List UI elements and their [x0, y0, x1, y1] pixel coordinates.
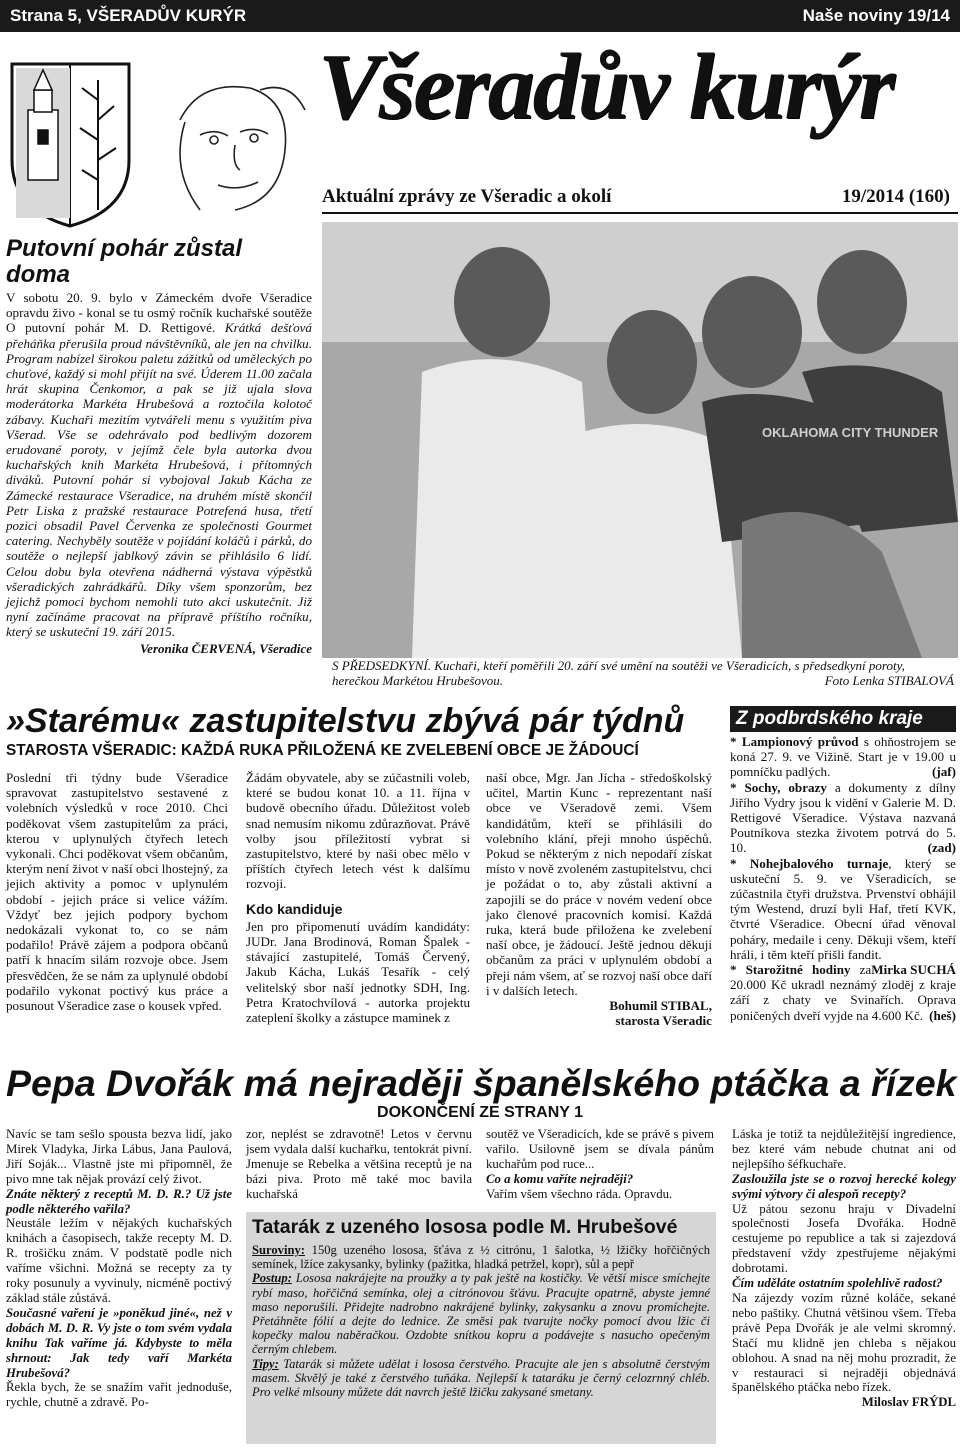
article-author: Veronika ČERVENÁ, Všeradice	[139, 640, 312, 656]
issue-number: 19/2014 (160)	[841, 186, 950, 207]
sidebar-item-lead: * Sochy, obrazy	[730, 779, 827, 795]
sidebar-item-lead: * Lampionový průvod	[730, 734, 859, 749]
recipe-tips	[252, 1357, 710, 1400]
sidebar-item-lead: * Nohejbalového turnaje	[730, 855, 889, 871]
article3-answer: Řekla bych, že se snažím vařit jednoduše, rychle, chutně a zdravě. Po-	[6, 1380, 232, 1410]
masthead-subtitle-row	[322, 186, 950, 208]
article-body: Krátká dešťová přeháňka přerušila proud návštěvníků, ale jen na chvilku. Program nabízel širokou paletu zážitků od uměleckých po chuťové, každý si mohl přijít na své. Úderem 11.00 začala hrát skupina Čenkomor, a pak se již ujala slova moderátorka Markéta Hrubešová a roztočila kolotoč zábavy. Kuchaři mezitím vytvářeli menu s využitím piva Všerad. Vše se odehrávalo pod bedlivým dozorem erudované poroty, v jejímž čele byla autorka dvou kuchařských knih Markéta Hrubešová, i přítomných diváků. Putovní pohár si vybojoval Jakub Kácha ze Zámecké restaurace Všeradice, na druhém místě skončil Petr Liska z pražské restaurace Potrefená husa, třetí pozici obsadil Pavel Červenka ze společnosti Gourmet catering. Nechyběly soutěže v pojídání koláčů i párků, do soutěže o nejlepší jablkový závin se přihlásilo 6 lidí. Celou dobu byla otevřena nádherná výstava výpěstků všeradických zahrádkářů. Díky všem sponzorům, bez jejichž pomoci bychom nemohli tuto akci uskutečnit. Již nyní začínáme pracovat na přípravě příštího ročníku, který se uskuteční 19. září 2015.	[6, 320, 312, 640]
article3-question: Čím uděláte ostatním spolehlivě radost?	[732, 1276, 943, 1291]
article3-answer: Vařím všem všechno ráda. Opravdu.	[486, 1186, 673, 1201]
article-text	[6, 290, 312, 640]
recipe-box	[246, 1212, 716, 1444]
sidebar-item-text: s ohňostrojem se koná 27. 9. ve Vižině. Start je v 19.00 u pomníčku padlých.	[730, 734, 956, 780]
masthead-subtitle: Aktuální zprávy ze Všeradic a okolí	[322, 186, 612, 207]
crest-icon	[8, 60, 133, 230]
article2-subtitle: STAROSTA VŠERADIC: KAŽDÁ RUKA PŘILOŽENÁ KE ZVELEBENÍ OBCE JE ŽÁDOUCÍ	[6, 742, 639, 759]
recipe-text	[246, 1243, 716, 1399]
portrait-sketch-icon	[140, 60, 310, 230]
article3-answer: Neustále ležím v nějakých kuchařských knihách a časopisech, takže recepty M. D. R. trošičku znám. V podstatě podle nich vaříme všichni. Možná se recepty za ty roky posunuly a vyvinuly, nicméně poctivý základ stále zůstává.	[6, 1216, 232, 1305]
article2-col2	[246, 770, 470, 1025]
photo-caption	[332, 658, 954, 688]
recipe-title: Tatarák z uzeného lososa podle M. Hrubešové	[252, 1216, 678, 1238]
sidebar-item	[730, 734, 956, 780]
sidebar-item-tag: (jaf)	[932, 764, 956, 780]
article3-col4	[732, 1127, 956, 1410]
sidebar-item-lead: * Starožitné hodiny	[730, 962, 851, 978]
recipe-ingredients-text: 150g uzeného lososa, šťáva z ½ citrónu, 1 šalotka, ½ lžičky hořčičných semínek, lžíce zakysanky, bylinky (pažitka, hladká petržel, kopr), sůl a pepř	[252, 1243, 710, 1272]
article3-signature: Miloslav FRÝDL	[861, 1395, 956, 1410]
article-title: Putovní pohár zůstal doma	[6, 235, 243, 288]
article3-answer: Už pátou sezonu hraju v Divadelní společnosti Josefa Dvořáka. Hodně cestujeme po republice a tak si zajezdová představení vždy zpestřujeme nějakými dobrotami.	[732, 1201, 956, 1276]
sidebar-item-text: , který se uskuteční 5. 9. ve Všeradicích, se zúčastnila čtyři družstva. Prvenství obhájil tým Westend, druzí byli Haf, třetí KVK, čtvrté Všeradice. Obecní úřad věnoval poháry, medaile i ceny. Děkuji všem, kteří hráli, i těm kteří přišli fandit.	[730, 855, 956, 962]
sidebar-item-tag: (heš)	[929, 1007, 956, 1023]
article3-col2: zor, neplést se zdravotně! Letos v červnu jsem vydala další kuchařku, tentokrát pivní. Jmenuje se Rebelka a většina receptů je na bázi piva. Proto mě také moc bavila kuchařská	[246, 1127, 472, 1201]
sidebar-item-tag: (zad)	[927, 840, 956, 856]
article2-col2-text: Žádám obyvatele, aby se zúčastnili voleb, které se budou konat 10. a 11. října v budově obecního úřadu. Důležitost voleb snad nemusím nikomu zdůrazňovat. Právě volby jsou příležitostí vybrat si zastupitelstvo, které by naši obec mělo v příštích čtyřech letech vést k dalšímu rozvoji.	[246, 770, 470, 892]
article2-col1: Poslední tři týdny bude Všeradice spravovat zastupitelstvo sestavené z volebních výsledků v roce 2010. Chci poděkovat všem zastupitelům za práci, kterou v uplynulých čtyřech letech vykonali. Chci poděkovat všem občanům, kterým není život v naší obci lhostejný, za jejich aktivity a pomoc v uplynulém období - jejich práce si velice vážím. Vždyť bez jejich podpory bychom nedokázali vykonat to, co se nám podařilo! Právě zájem a podpora občanů patří k hnacím silám rozvoje obce. Jsem přesvědčen, že se nám za uplynulé období podařilo vykonat poctivý kus práce a posunout Všeradice zase o kousek vpřed.	[6, 770, 228, 1014]
recipe-tips-text: Tatarák si můžete udělat i lososa čerstvého. Pracujte ale jen s absolutně čerstvým masem. Skvělý je také z čerstvého tuňáka. Nejlepší k tataráku je černý celozrnný chléb. Pro velké mlsouny můžete dát navrch ještě lžičku zakysané smetany.	[252, 1356, 710, 1400]
recipe-ingredients	[252, 1243, 710, 1271]
article2-signature-role: starosta Všeradic	[615, 1013, 712, 1029]
recipe-method-label: Postup:	[252, 1271, 292, 1286]
article3-answer: Navíc se tam sešlo spousta bezva lidí, jako Mirek Vladyka, Jirka Lábus, Jana Paulová, Jiří Soják... Vlastně jste mi připomněl, že pivo mne tak nějak provází celý život.	[6, 1127, 232, 1186]
photo-credit: Foto Lenka STIBALOVÁ	[824, 673, 954, 688]
article2-title: »Starému« zastupitelstvu zbývá pár týdnů	[6, 702, 685, 740]
photo-caption-text: S PŘEDSEDKYNÍ. Kuchaři, kteří poměřili 20. září své umění na soutěži ve Všeradicích, s předsedkyní poroty, herečkou Markétou Hrubešovou.	[332, 658, 905, 688]
recipe-tips-label: Tipy:	[252, 1356, 279, 1371]
article2-col3	[486, 770, 712, 1028]
article2-col3-text: naší obce, Mgr. Jan Jícha - středoškolský učitel, Martin Kunc - reprezentant naší obce ve Všeradově zemi. Všem kandidátům, kteří se přihlásili do volebního klání, přeji mnoho úspěchů. Pokud se některým z nich nepodaří získat místo v nově zvoleném zastupitelstvu, chci je požádat o to, aby zůstali aktivní a zapojili se do práce v novém vedení obce jako členové pracovních komisí. Každá ruka, která bude přiložena ke zvelebení naší obce, je žádoucí. Ještě jednou děkuji občanům za práci v uplynulém období a přeji nám všem, ať se rozvoj naší obce daří i v dalších letech.	[486, 770, 712, 998]
article2-signature-name: Bohumil STIBAL,	[609, 998, 712, 1014]
article3-question: Co a komu vaříte nejraději?	[486, 1171, 634, 1186]
article3-question: Znáte některý z receptů M. D. R.? Už jste podle některého vařila?	[6, 1186, 232, 1216]
page-header-left: Strana 5, VŠERADŮV KURÝR	[10, 6, 247, 25]
article3-answer: Láska je totiž ta nejdůležitější ingredience, bez které vám nebude chutnat ani od nejlepšího šéfkuchaře.	[732, 1127, 956, 1171]
chefs-photo-icon	[322, 222, 958, 658]
main-photo	[322, 222, 958, 658]
recipe-ingredients-label: Suroviny:	[252, 1243, 305, 1257]
page-header	[0, 0, 960, 32]
article3-question: Současné vaření je »poněkud jiné«, než v dobách M. D. R. Vy jste o tom svém vydala knihu Tak vaříme já. Kdybyste to měla shrnout: Jak tedy vaří Markéta Hrubešová?	[6, 1305, 232, 1380]
portrait-sketch	[140, 60, 310, 230]
article-lead: V sobotu 20. 9. bylo v Zámeckém dvoře Všeradice opravdu živo - konal se tu osmý ročník kuchařské soutěže O putovní pohár M. D. Rettigové.	[6, 290, 312, 336]
masthead-title: Všeradův kurýr	[318, 35, 894, 139]
recipe-method	[252, 1271, 710, 1356]
recipe-method-text: Lososa nakrájejte na proužky a ty pak ještě na kostičky. Ve větší misce smíchejte rybí maso, hořčičná semínka, olej a citrónovou šťávu. Pracujte opatrně, abyste jemné maso neporušili. Přidejte nadrobno nakrájené bylinky, zakysanku a znovu promíchejte. Přetáhněte fólií a dejte do lednice. Ze směsi pak tvarujte nočky pomocí dvou lžic či kopečky malou naběračkou. Ozdobte snítkou kopru a podávejte s nasucho opečeným černým chlebem.	[252, 1271, 710, 1357]
article3-question: Zasloužila jste se o rozvoj herecké kolegy svými výtvory či alespoň recepty?	[732, 1171, 956, 1201]
article3-col1	[6, 1127, 232, 1410]
article3-title: Pepa Dvořák má nejraději španělského ptáčka a řízek	[6, 1062, 957, 1104]
page-header-right: Naše noviny 19/14	[802, 6, 950, 25]
sidebar-title: Z podbrdského kraje	[730, 706, 956, 732]
sidebar-regional	[730, 706, 956, 1023]
shirt-print: OKLAHOMA CITY THUNDER	[762, 425, 939, 440]
sidebar-item	[730, 780, 956, 856]
article3-answer: soutěž ve Všeradicích, kde se právě s pivem vařilo. Usilovně jsem se dívala pánům kuchařům pod ruce...	[486, 1127, 714, 1171]
article3-col3	[486, 1127, 714, 1202]
village-crest	[8, 60, 133, 230]
sidebar-item-text: a dokumenty z dílny Jiřího Vydry jsou k vidění v Galerie M. D. Rettigové Všeradice. Výstava nazvaná Poutníkova stezka životem potrvá do 5. 10.	[730, 779, 956, 856]
article2-col2-heading: Kdo kandiduje	[246, 900, 343, 917]
article-putovni-pohar	[6, 236, 312, 657]
sidebar-item-tag: Mirka SUCHÁ	[871, 962, 956, 978]
article2-col2-text2: Jen pro připomenutí uvádím kandidáty: JUDr. Jana Brodinová, Roman Špalek - stávající zastupitelé, Tomáš Červený, Jakub Kácha, Lukáš Tesařík - celý velitelský sbor naší jednotky SDH, Ing. Petra Kratochvílová - autorka projektu zateplení školky a zástupce maminek z	[246, 918, 470, 1026]
masthead-rule	[322, 212, 958, 214]
article3-answer: Na zájezdy vozím různé koláče, sekané nebo paštiky. Chutná většinou všem. Třeba právě Pepa Dvořák je ale velmi skromný. Stačí mu klidně jen chleba s nějakou oblohou. A snad na něj mohu prozradit, že v restauraci si nejraději objednává španělského ptáčka nebo řízek.	[732, 1290, 956, 1395]
article3-subtitle: DOKONČENÍ ZE STRANY 1	[377, 1104, 583, 1121]
sidebar-items	[730, 734, 956, 1023]
sidebar-item-text: za 20.000 Kč ukradl neznámý zloděj z kraje září z chaty ve Svinařích. Oprava poničených dveří vyjde na 4.600 Kč.	[730, 962, 956, 1023]
